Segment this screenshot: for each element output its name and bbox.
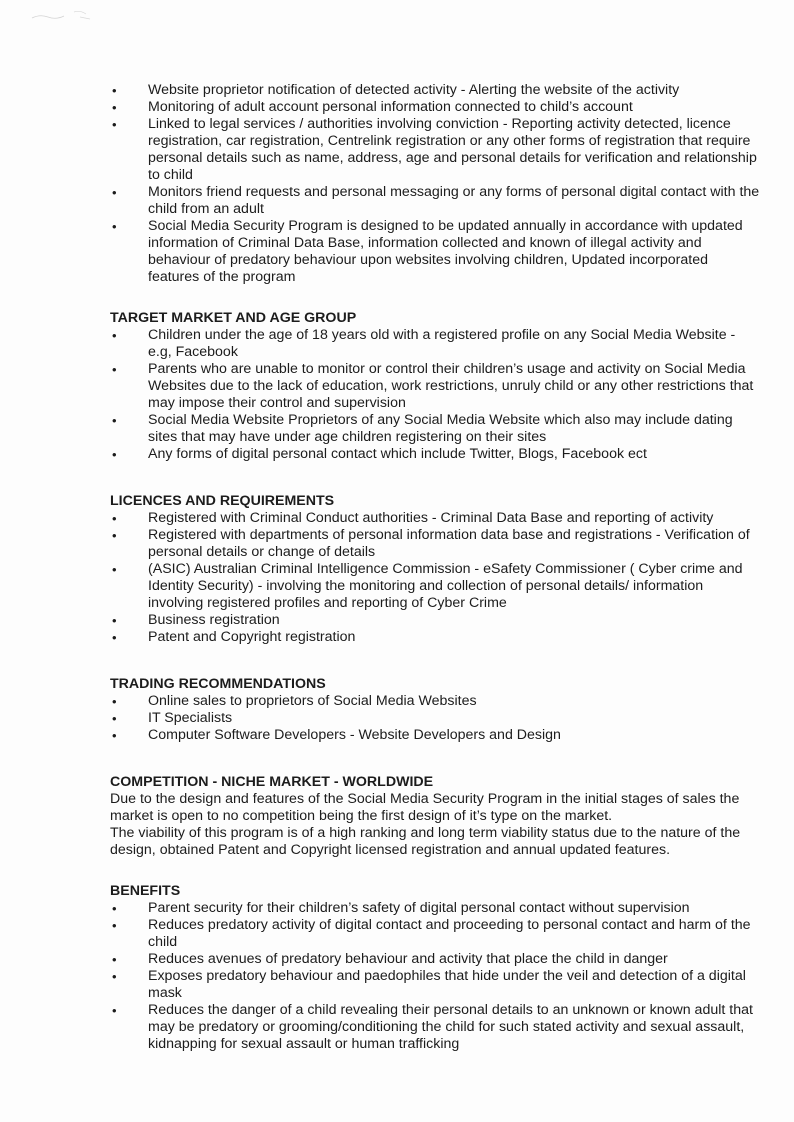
bullet-icon: • bbox=[112, 362, 117, 377]
intro-bullet-list bbox=[110, 82, 760, 286]
section-heading-benefits: BENEFITS bbox=[110, 883, 181, 899]
trading-list bbox=[110, 693, 760, 744]
list-item: • Children under the age of 18 years old with a registered profile on any Social Media Website - e.g, Facebook bbox=[112, 327, 736, 360]
bullet-icon: • bbox=[112, 511, 117, 526]
bullet-icon: • bbox=[112, 952, 117, 967]
list-item: • Website proprietor notification of detected activity - Alerting the website of the activity bbox=[112, 82, 680, 98]
bullet-icon: • bbox=[112, 562, 117, 577]
list-item: • Computer Software Developers - Website Developers and Design bbox=[112, 727, 561, 743]
list-item: • Parents who are unable to monitor or control their children’s usage and activity on Social Media Websites due to the lack of education, work restrictions, unruly child or any other restrictions that may impose their control and supervision bbox=[112, 361, 754, 411]
list-item: • IT Specialists bbox=[112, 710, 233, 726]
bullet-icon: • bbox=[112, 1003, 117, 1018]
benefits-list bbox=[110, 900, 760, 1053]
list-item: • Registered with departments of personal information data base and registrations - Verification of personal details or change of details bbox=[112, 527, 750, 560]
section-heading-competition: COMPETITION - NICHE MARKET - WORLDWIDE bbox=[110, 774, 434, 790]
bullet-icon: • bbox=[112, 918, 117, 933]
bullet-icon: • bbox=[112, 969, 117, 984]
section-heading-target-market: TARGET MARKET AND AGE GROUP bbox=[110, 310, 357, 326]
bullet-icon: • bbox=[112, 117, 117, 132]
licences-list bbox=[110, 510, 760, 646]
scan-artifact-icon bbox=[30, 8, 100, 22]
list-item: • Online sales to proprietors of Social Media Websites bbox=[112, 693, 477, 709]
list-item: • Social Media Website Proprietors of any Social Media Website which also may include dating sites that may have under age children registering on their sites bbox=[112, 412, 733, 445]
bullet-icon: • bbox=[112, 100, 117, 115]
bullet-icon: • bbox=[112, 413, 117, 428]
bullet-icon: • bbox=[112, 630, 117, 645]
list-item: • Any forms of digital personal contact which include Twitter, Blogs, Facebook ect bbox=[112, 446, 647, 462]
bullet-icon: • bbox=[112, 694, 117, 709]
competition-paragraph-1: Due to the design and features of the Social Media Security Program in the initial stages of sales the market is open to no competition being the first design of it’s type on the market. bbox=[110, 791, 740, 824]
document-body bbox=[110, 82, 760, 1053]
list-item: • Business registration bbox=[112, 612, 280, 628]
list-item: • Reduces avenues of predatory behaviour and activity that place the child in danger bbox=[112, 951, 668, 967]
list-item: • Reduces the danger of a child revealing their personal details to an unknown or known adult that may be predatory or grooming/conditioning the child for such stated activity and sexual assault, kidnapping for sexual assault or human trafficking bbox=[112, 1002, 753, 1052]
section-heading-licences: LICENCES AND REQUIREMENTS bbox=[110, 493, 335, 509]
list-item: • Exposes predatory behaviour and paedophiles that hide under the veil and detection of a digital mask bbox=[112, 968, 746, 1001]
section-heading-trading: TRADING RECOMMENDATIONS bbox=[110, 676, 326, 692]
bullet-icon: • bbox=[112, 447, 117, 462]
target-market-list bbox=[110, 327, 760, 463]
list-item: • Social Media Security Program is designed to be updated annually in accordance with updated information of Criminal Data Base, information collected and known of illegal activity and behaviour of predatory behaviour upon websites involving children, Updated incorporated features of the program bbox=[112, 218, 743, 285]
list-item: • Reduces predatory activity of digital contact and proceeding to personal contact and harm of the child bbox=[112, 917, 751, 950]
list-item: • Linked to legal services / authorities involving conviction - Reporting activity detected, licence registration, car registration, Centrelink registration or any other forms of registration that require personal details such as name, address, age and personal details for verification and relationship to child bbox=[112, 116, 757, 183]
list-item: • Patent and Copyright registration bbox=[112, 629, 356, 645]
list-item: • (ASIC) Australian Criminal Intelligence Commission - eSafety Commissioner ( Cyber crime and Identity Security) - involving the monitoring and collection of personal details/ information involving registered profiles and reporting of Cyber Crime bbox=[112, 561, 743, 611]
bullet-icon: • bbox=[112, 328, 117, 343]
bullet-icon: • bbox=[112, 901, 117, 916]
bullet-icon: • bbox=[112, 728, 117, 743]
bullet-icon: • bbox=[112, 528, 117, 543]
list-item: • Registered with Criminal Conduct authorities - Criminal Data Base and reporting of activity bbox=[112, 510, 714, 526]
list-item: • Parent security for their children’s safety of digital personal contact without supervision bbox=[112, 900, 690, 916]
bullet-icon: • bbox=[112, 219, 117, 234]
list-item: • Monitors friend requests and personal messaging or any forms of personal digital contact with the child from an adult bbox=[112, 184, 760, 217]
list-item: • Monitoring of adult account personal information connected to child’s account bbox=[112, 99, 633, 115]
bullet-icon: • bbox=[112, 83, 117, 98]
competition-paragraph-2: The viability of this program is of a high ranking and long term viability status due to the nature of the design, obtained Patent and Copyright licensed registration and annual updated features. bbox=[110, 825, 741, 858]
bullet-icon: • bbox=[112, 185, 117, 200]
bullet-icon: • bbox=[112, 613, 117, 628]
bullet-icon: • bbox=[112, 711, 117, 726]
